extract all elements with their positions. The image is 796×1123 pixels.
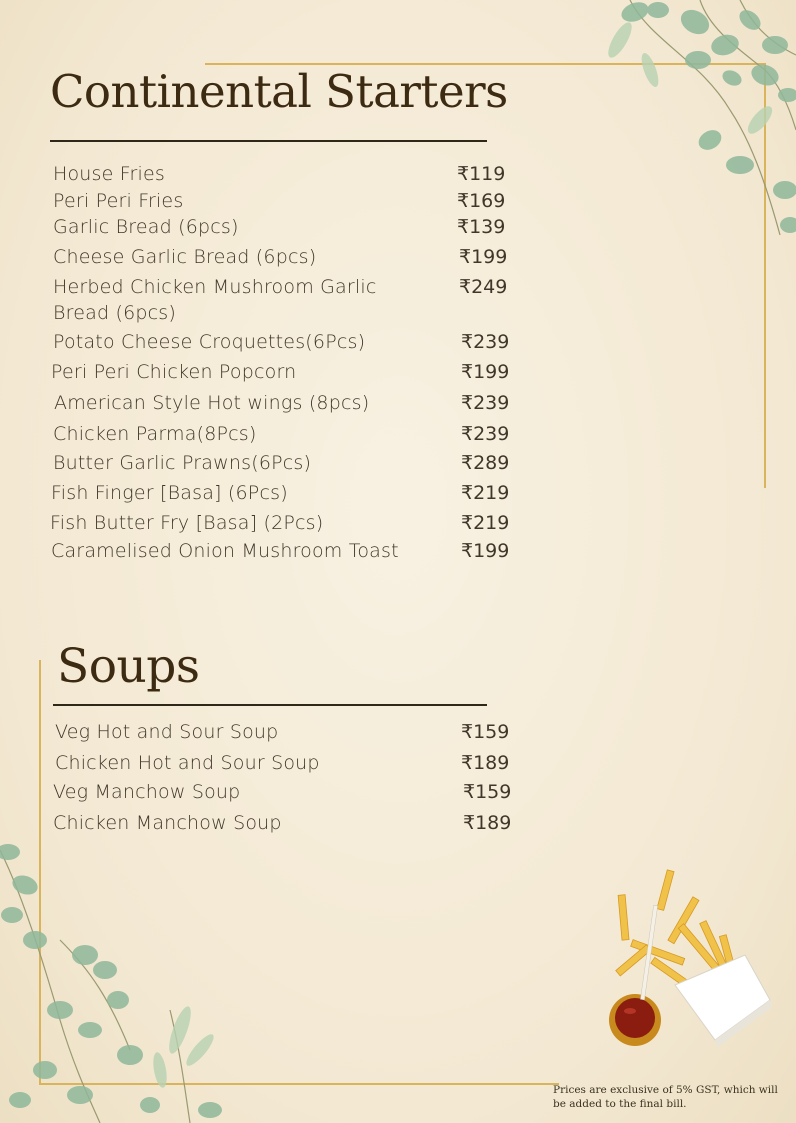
menu-item-name: Chicken Parma(8Pcs) (53, 423, 257, 445)
menu-item-price: ₹199 (461, 361, 510, 383)
eucalyptus-leaves-bottom-left-icon (0, 830, 240, 1123)
menu-item-price: ₹239 (461, 331, 510, 353)
menu-item-price: ₹219 (461, 482, 510, 504)
menu-item-name: Caramelised Onion Mushroom Toast (51, 540, 399, 562)
menu-item-price: ₹159 (463, 781, 512, 803)
menu-item-name: Butter Garlic Prawns(6Pcs) (53, 452, 312, 474)
fries-with-ketchup-illustration (600, 865, 780, 1055)
menu-item-name-continued: Bread (6pcs) (53, 302, 176, 324)
menu-item-name: Garlic Bread (6pcs) (53, 216, 239, 238)
menu-item-name: Chicken Hot and Sour Soup (55, 752, 320, 774)
menu-item-price: ₹169 (457, 190, 506, 212)
menu-item-price: ₹139 (457, 216, 506, 238)
menu-item-price: ₹239 (461, 423, 510, 445)
section-divider-soups (53, 704, 487, 706)
menu-item-price: ₹219 (461, 512, 510, 534)
eucalyptus-leaves-top-right-icon (590, 0, 796, 240)
menu-item-price: ₹289 (461, 452, 510, 474)
menu-item-name: Veg Manchow Soup (53, 781, 241, 803)
menu-item-price: ₹159 (461, 721, 510, 743)
section-title-continental-starters: Continental Starters (50, 65, 508, 118)
menu-item-name: Fish Finger [Basa] (6Pcs) (51, 482, 288, 504)
section-title-soups: Soups (57, 639, 200, 694)
menu-item-name: Veg Hot and Sour Soup (55, 721, 279, 743)
menu-item-name: Peri Peri Fries (53, 190, 184, 212)
menu-item-name: Cheese Garlic Bread (6pcs) (53, 246, 317, 268)
menu-item-price: ₹199 (459, 246, 508, 268)
menu-item-name: Potato Cheese Croquettes(6Pcs) (53, 331, 366, 353)
menu-item-name: American Style Hot wings (8pcs) (54, 392, 370, 414)
gst-footer-note: Prices are exclusive of 5% GST, which will be added to the final bill. (553, 1084, 778, 1110)
section-divider-starters (50, 140, 487, 142)
menu-item-name: House Fries (53, 163, 166, 185)
menu-item-name: Herbed Chicken Mushroom Garlic (53, 276, 377, 298)
menu-item-price: ₹189 (463, 812, 512, 834)
menu-item-price: ₹239 (461, 392, 510, 414)
menu-item-price: ₹199 (461, 540, 510, 562)
menu-item-name: Peri Peri Chicken Popcorn (51, 361, 297, 383)
menu-item-name: Chicken Manchow Soup (53, 812, 282, 834)
menu-item-price: ₹119 (457, 163, 506, 185)
menu-item-name: Fish Butter Fry [Basa] (2Pcs) (50, 512, 324, 534)
menu-item-price: ₹249 (459, 276, 508, 298)
menu-item-price: ₹189 (461, 752, 510, 774)
